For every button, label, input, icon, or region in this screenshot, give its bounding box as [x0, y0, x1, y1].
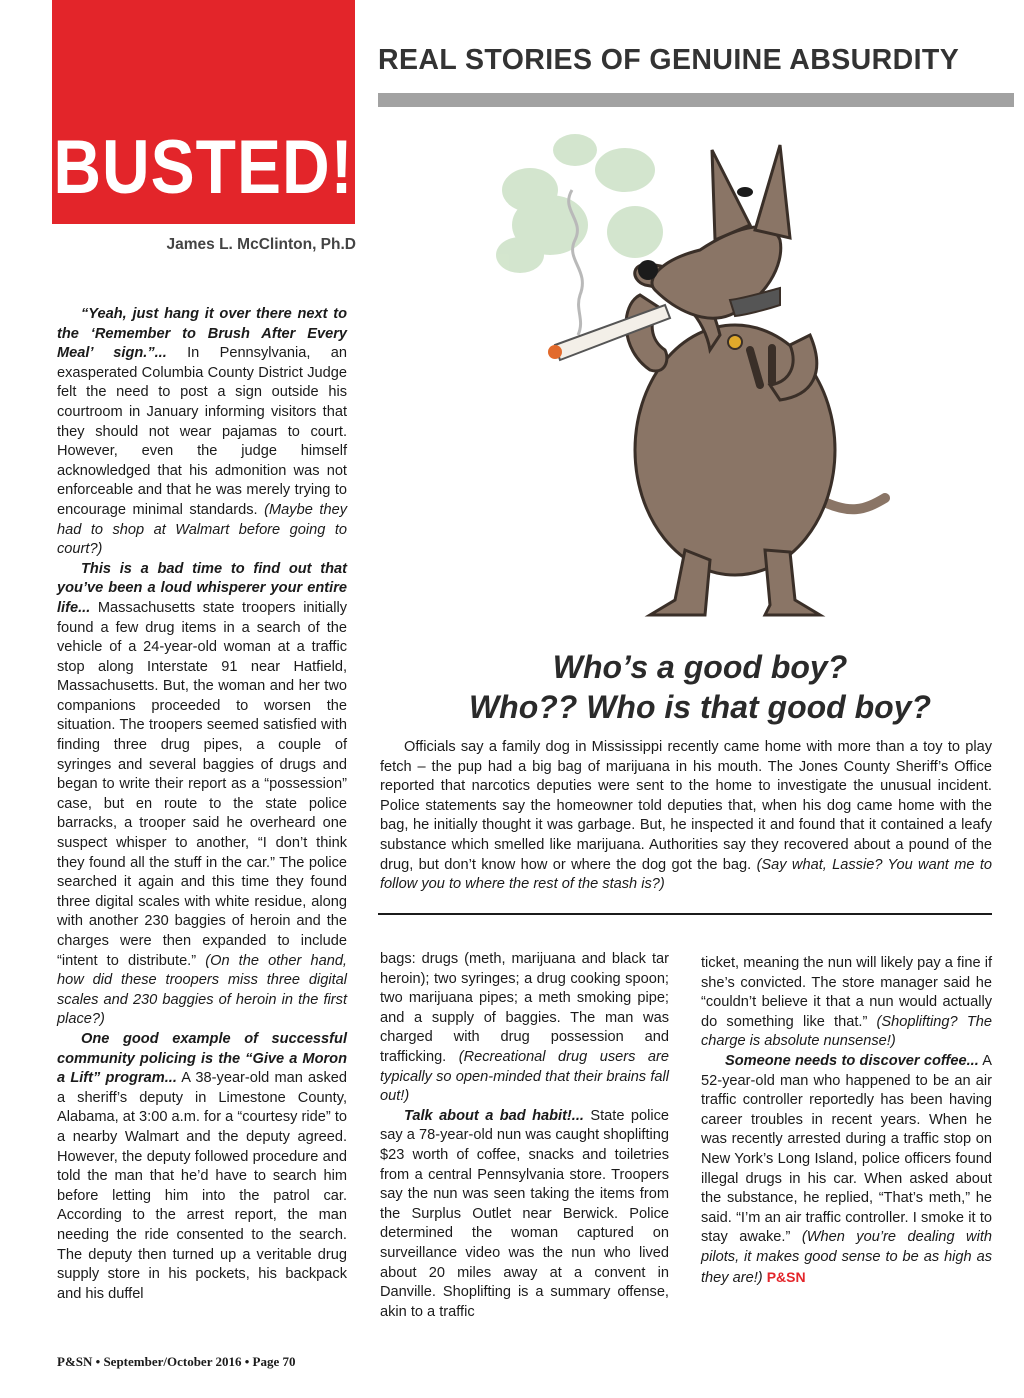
- story-1-aside: (Maybe they had to shop at Walmart before going to court?): [57, 501, 347, 558]
- column-right: [701, 954, 992, 1288]
- section-title: BUSTED!: [53, 123, 354, 209]
- story-5-body: A 52-year-old man who happened to be an air traffic controller reportedly has been having career troubles in recent years. When he was recently arrested during a traffic stop on New York’s Long Island, police officers found illegal drugs in his car. When asked about the substance, he replied, “That’s meth,” he said. “I’m an air traffic controller. I smoke it to stay awake.”: [701, 1052, 992, 1246]
- column-left: [57, 305, 347, 1304]
- author-byline: James L. McClinton, Ph.D: [166, 236, 356, 253]
- end-mark-logo: P&SN: [766, 1268, 806, 1285]
- headline-line-2: Who?? Who is that good boy?: [468, 689, 932, 725]
- feature-story: [380, 738, 992, 895]
- story-3-body-continued: bags: drugs (meth, marijuana and black tar heroin); two syringes; a drug cooking spoon; two marijuana pipes; a meth smoking pipe; and a supply of baggies. The man was charged with drug possession and trafficking.: [380, 951, 669, 1065]
- dog-nose-icon: [638, 260, 658, 280]
- story-5-lead: Someone needs to discover coffee...: [725, 1052, 979, 1069]
- collar-tag-icon: [728, 335, 742, 349]
- kicker-rule: [378, 93, 1014, 107]
- story-5-aside: (When you’re dealing with pilots, it makes good sense to be as high as they are!): [701, 1229, 992, 1286]
- smoke-leaf-icon: [496, 134, 663, 273]
- story-1-body: In Pennsylvania, an exasperated Columbia County District Judge felt the need to post a sign outside his courtroom in January informing visitors that they should not wear pajamas to court. However, even the judge himself acknowledged that his admonition was not enforceable and that he was merely trying to encourage minimal standards.: [57, 345, 347, 518]
- feature-headline: [420, 647, 980, 727]
- story-2-lead: This is a bad time to find out that you’ve been a loud whisperer your entire life...: [57, 560, 347, 616]
- busted-banner: [52, 0, 355, 224]
- story-3-aside: (Recreational drug users are typically so open-minded that their brains fall out!): [380, 1048, 669, 1105]
- feature-aside: (Say what, Lassie? You want me to follow you to where the rest of the stash is?): [380, 856, 993, 893]
- headline-line-1: Who’s a good boy?: [552, 649, 848, 685]
- story-4-body: State police say a 78-year-old nun was caught shoplifting $23 worth of coffee, snacks and toiletries from a central Pennsylvania store. Troopers say the nun was seen taking the items from the Surplus Outlet near Berwick. Police determined the woman captured on surveillance video was the nun who lived about 20 miles away at a convent in Danville. Shoplifting is a summary offense, akin to a traffic: [380, 1107, 670, 1320]
- story-2-body: Massachusetts state troopers initially found a few drug items in a search of the vehicle of a 24-year-old woman at a traffic stop along Interstate 91 near Hatfield, Massachusetts. But, the woman and her two companions proceeded to worsen the situation. The troopers seemed satisfied with finding three drug pipes, a couple of syringes and several baggies of drugs and began to write their report as a “possession” case, but en route to the state police barracks, a trooper said he overheard one suspect whisper to another, “I don’t think they found all the stuff in the car.” The police searched it again and this time they found three digital scales with white residue, along with another 230 baggies of heroin and the charges were then expanded to include “intent to distribute.”: [57, 599, 347, 969]
- section-divider: [378, 913, 992, 915]
- feature-body: Officials say a family dog in Mississippi recently came home with more than a toy to play fetch – the pup had a big bag of marijuana in his mouth. The Jones County Sheriff’s Office reported that narcotics deputies were sent to the home to investigate the unusual incident. Police statements say the homeowner told deputies that, when his dog came home with the bag, he initially thought it was garbage. But, he inspected it and found that it contained a leafy substance which smelled like marijuana. Authorities say they recovered about a pound of the drug, but don’t know how or where the dog got the bag.: [380, 739, 992, 873]
- story-4-aside: (Shoplifting? The charge is absolute nunsense!): [701, 1013, 992, 1050]
- story-4-lead: Talk about a bad habit!...: [404, 1107, 584, 1124]
- story-3-body: A 38-year-old man asked a sheriff’s deputy in Limestone County, Alabama, at 3:00 a.m. for a “courtesy ride” to a nearby Walmart and the deputy agreed. However, the deputy followed procedure and told the man that he’d have to search him before letting him into the patrol car. According to the arrest report, the man needing the ride consented to the search. The deputy then turned up a veritable drug supply store in his pockets, his backpack and his duffel: [57, 1070, 347, 1302]
- story-3-lead: One good example of successful community policing is the “Give a Moron a Lift” program...: [57, 1030, 347, 1087]
- section-kicker: REAL STORIES OF GENUINE ABSURDITY: [378, 44, 960, 76]
- story-1-lead: “Yeah, just hang it over there next to the ‘Remember to Brush After Every Meal’ sign.”...: [57, 306, 347, 362]
- dog-eye-icon: [737, 187, 753, 197]
- smoking-dog-illustration: [480, 120, 1010, 650]
- page-footer: P&SN • September/October 2016 • Page 70: [57, 1354, 296, 1369]
- column-middle: [380, 950, 669, 1322]
- story-2-aside: (On the other hand, how did these troopers miss three digital scales and 230 baggies of heroin in the first place?): [57, 952, 347, 1028]
- story-4-body-continued: ticket, meaning the nun will likely pay a fine if she’s convicted. The store manager said he “couldn’t believe it that a nun would actually do something like that.”: [701, 955, 992, 1030]
